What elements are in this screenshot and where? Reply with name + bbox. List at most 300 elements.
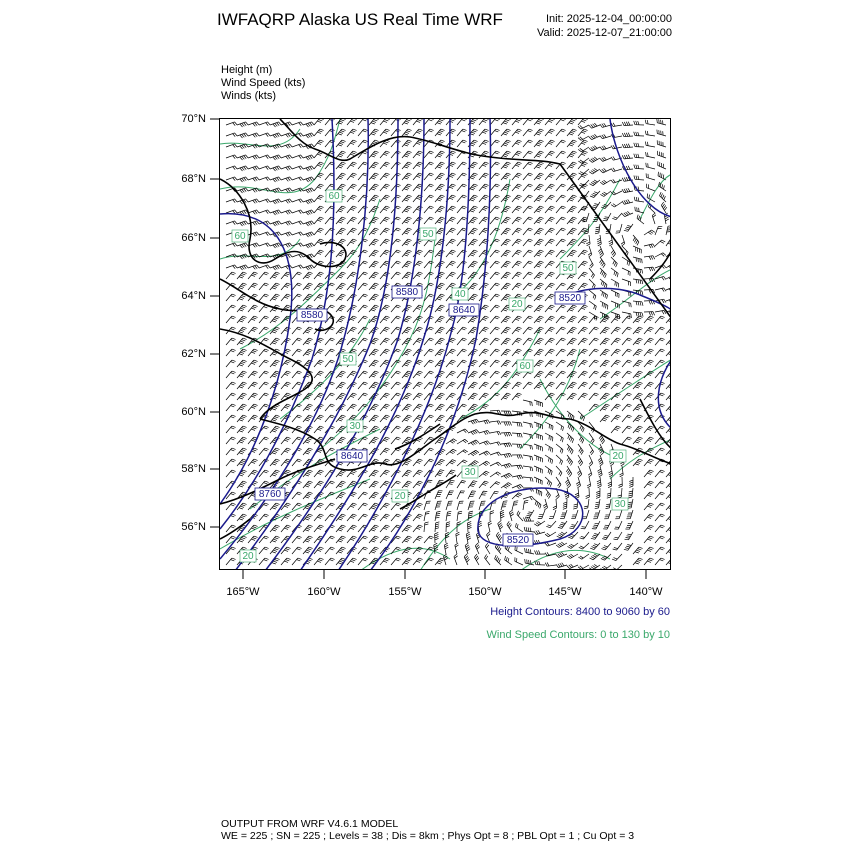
wind-barb	[248, 210, 259, 214]
wind-barb	[596, 488, 600, 498]
wind-barb	[259, 272, 269, 279]
wind-barb	[303, 327, 313, 334]
wind-barb	[490, 371, 500, 378]
wind-barb	[644, 267, 655, 271]
wind-barb	[435, 393, 445, 400]
wind-barb	[226, 448, 236, 455]
wind-barb	[611, 327, 621, 334]
wind-barb	[534, 184, 544, 191]
wind-barb	[578, 382, 588, 389]
wind-barb	[270, 294, 280, 301]
wind-barb	[633, 371, 643, 378]
wind-barb	[600, 268, 606, 278]
wind-barb	[468, 501, 475, 510]
wind-barb	[495, 555, 501, 565]
wind-barb	[590, 191, 600, 198]
wind-barb	[546, 521, 556, 528]
wind-barb	[435, 206, 445, 213]
wind-barb	[523, 239, 533, 246]
wind-barb	[347, 393, 357, 400]
wind-barb	[512, 140, 522, 147]
wind-barb	[325, 448, 335, 455]
wind-barb	[479, 294, 489, 301]
wind-barb	[622, 279, 631, 286]
wind-barb	[556, 466, 562, 476]
wind-barb	[391, 217, 401, 224]
wind-barb	[612, 554, 622, 561]
wind-barb	[281, 188, 292, 192]
wind-barb	[281, 404, 291, 411]
wind-contour-label: 30	[464, 467, 476, 478]
wind-barb	[380, 239, 390, 246]
wind-barb	[358, 162, 368, 169]
wind-barb	[587, 477, 591, 488]
wind-barb	[347, 129, 357, 136]
wind-contour-label: 60	[234, 231, 246, 242]
wind-barb	[512, 250, 522, 257]
wind-barb	[622, 338, 632, 345]
wind-barb	[402, 547, 412, 554]
wind-barb	[237, 316, 247, 323]
wind-barb	[501, 443, 512, 447]
wind-speed-contour-line	[450, 179, 510, 299]
wind-barb	[600, 371, 610, 378]
wind-barb	[515, 557, 523, 565]
wind-barb	[281, 166, 292, 170]
wind-barb	[616, 224, 622, 233]
wind-barb	[534, 400, 543, 407]
wind-barb	[646, 173, 655, 180]
wind-barb	[435, 338, 445, 345]
wind-barb	[468, 511, 473, 521]
wind-barb	[615, 510, 622, 519]
wind-barb	[347, 206, 357, 213]
wind-barb	[534, 151, 544, 158]
wind-barb	[523, 400, 532, 406]
wind-barb	[512, 217, 522, 224]
wind-barb	[314, 470, 324, 477]
wind-barb	[424, 151, 434, 158]
wind-barb	[259, 166, 270, 170]
wind-barb	[402, 415, 412, 422]
wind-barb	[468, 195, 478, 202]
wind-barb	[248, 155, 259, 159]
wind-barb	[281, 283, 291, 290]
wind-barb	[270, 338, 280, 345]
wind-barb	[655, 492, 665, 499]
wind-barb	[336, 547, 346, 554]
wind-barb	[534, 206, 544, 213]
wind-barb	[666, 371, 671, 378]
wind-contour-label: 40	[454, 289, 466, 300]
wind-barb	[586, 488, 590, 499]
wind-barb	[248, 316, 258, 323]
wind-barb	[479, 195, 489, 202]
wind-barb	[597, 235, 601, 246]
wind-barb	[237, 166, 248, 171]
wind-barb	[622, 437, 632, 444]
wind-barb	[303, 448, 313, 455]
wind-barb	[523, 327, 533, 334]
wind-barb	[633, 279, 643, 284]
wind-barb	[633, 426, 643, 433]
wind-contour-label: 30	[614, 499, 626, 510]
wind-barb	[523, 500, 528, 510]
wind-barb	[281, 371, 291, 378]
wind-barb	[567, 195, 577, 202]
wind-barb	[534, 119, 544, 125]
wind-barb	[369, 349, 379, 356]
wind-barb	[501, 316, 511, 323]
wind-barb	[567, 338, 577, 345]
wind-barb	[237, 243, 248, 248]
wind-barb	[490, 217, 500, 224]
wind-barb	[589, 382, 599, 389]
wind-barb	[666, 226, 671, 235]
wind-barb	[314, 426, 324, 433]
wind-barb	[578, 411, 585, 421]
wind-barb	[644, 503, 654, 510]
wind-barb	[466, 532, 471, 543]
wind-barb	[560, 510, 567, 519]
wind-barb	[607, 488, 611, 498]
wind-barb	[523, 173, 533, 180]
wind-barb	[314, 184, 324, 191]
wind-barb	[446, 522, 450, 532]
wind-barb	[226, 155, 237, 159]
model-info: OUTPUT FROM WRF V4.6.1 MODEL	[221, 818, 399, 830]
wind-barb	[259, 360, 269, 367]
wind-barb	[534, 466, 542, 473]
wind-barb	[567, 327, 577, 334]
wind-barb	[622, 360, 632, 367]
wind-barb	[446, 272, 456, 279]
wind-barb	[446, 404, 456, 411]
wind-barb	[402, 481, 412, 488]
wind-barb	[523, 261, 533, 268]
wind-barb	[424, 501, 431, 510]
wind-barb	[347, 503, 357, 510]
wind-barb	[424, 448, 434, 455]
wind-barb	[435, 173, 445, 180]
wind-barb	[391, 151, 401, 158]
wind-barb	[545, 305, 555, 312]
wind-barb	[270, 265, 281, 270]
wind-barb	[534, 499, 541, 509]
wind-barb	[369, 415, 379, 422]
wind-barb	[567, 349, 577, 356]
wind-barb	[325, 283, 335, 290]
coastline-segment	[220, 519, 250, 539]
wind-barb	[347, 228, 357, 235]
wind-barb	[567, 433, 574, 443]
wind-barb	[578, 393, 588, 400]
wind-barb	[512, 162, 522, 169]
wind-barb	[666, 525, 671, 532]
wind-barb	[226, 166, 237, 170]
wind-barb	[248, 133, 259, 137]
wind-barb	[611, 415, 621, 422]
wind-barb	[237, 338, 247, 345]
wind-barb	[281, 514, 291, 521]
wind-barb	[474, 554, 479, 565]
wind-barb	[226, 316, 236, 323]
wind-barb	[534, 195, 544, 202]
height-contour-label: 8520	[558, 293, 582, 304]
wind-barb	[248, 232, 259, 236]
wind-barb	[314, 360, 324, 367]
wind-barb	[479, 173, 489, 180]
wind-barb	[336, 371, 346, 378]
wind-barb	[578, 371, 588, 378]
wind-barb	[600, 393, 610, 400]
wind-barb	[655, 525, 665, 532]
wind-barb	[571, 510, 578, 519]
wind-barb	[468, 272, 478, 279]
wind-barb	[523, 382, 533, 389]
wind-barb	[666, 298, 671, 303]
wind-barb	[579, 169, 589, 175]
wind-barb	[248, 166, 259, 170]
wind-barb	[402, 250, 412, 257]
wind-barb	[666, 558, 671, 565]
wind-barb	[468, 371, 478, 378]
wind-barb	[446, 250, 456, 257]
wind-barb	[303, 166, 314, 171]
wind-barb	[512, 316, 522, 323]
wind-barb	[468, 491, 476, 499]
wind-barb	[358, 382, 368, 389]
wind-barb	[237, 188, 248, 193]
wind-barb	[485, 554, 491, 565]
wind-barb	[556, 195, 566, 202]
wind-barb	[248, 265, 259, 269]
variable-wind-speed: Wind Speed (kts)	[221, 77, 306, 89]
wind-barb	[325, 250, 335, 257]
wind-barb	[644, 371, 654, 378]
wind-barb	[259, 404, 269, 411]
wind-barb	[609, 466, 613, 477]
wind-barb	[512, 382, 522, 389]
wind-barb	[589, 146, 600, 151]
wind-barb	[358, 492, 368, 499]
wind-barb	[402, 162, 412, 169]
wind-barb	[592, 521, 600, 529]
wind-barb	[666, 287, 671, 292]
wind-barb	[402, 272, 412, 279]
wind-barb	[534, 477, 542, 485]
wind-barb	[657, 130, 666, 136]
wind-barb	[369, 239, 379, 246]
wind-barb	[512, 338, 522, 345]
wind-barb	[468, 294, 478, 301]
lon-tick-140: 140°W	[629, 586, 663, 598]
wind-barb	[517, 511, 523, 521]
wind-barb	[545, 316, 555, 323]
wind-barb	[488, 521, 492, 532]
wind-barb	[226, 265, 237, 269]
wind-barb	[633, 415, 643, 422]
wind-barb	[270, 166, 281, 171]
wind-barb	[413, 272, 423, 279]
wind-barb	[336, 327, 346, 334]
wind-barb	[666, 275, 671, 281]
wind-barb	[479, 441, 490, 445]
wind-barb	[523, 195, 533, 202]
wind-barb	[601, 543, 611, 550]
wind-barb	[468, 481, 477, 488]
wind-barb	[512, 455, 523, 459]
wind-barb	[391, 140, 401, 147]
wind-barb	[226, 272, 236, 279]
wind-barb	[292, 272, 302, 279]
wind-barb	[600, 301, 608, 309]
wind-barb	[579, 543, 589, 549]
wind-barb	[611, 338, 621, 345]
wind-barb	[568, 543, 579, 549]
wind-barb	[556, 360, 566, 367]
wind-barb	[358, 514, 368, 521]
wind-barb	[446, 140, 456, 147]
wind-barb	[479, 451, 490, 456]
wind-barb	[490, 472, 501, 477]
wind-barb	[259, 254, 270, 258]
wind-barb	[512, 444, 522, 448]
wind-barb	[424, 536, 434, 543]
wind-barb	[666, 338, 671, 345]
wind-barb	[633, 301, 643, 306]
wind-barb	[248, 221, 259, 225]
wind-barb	[523, 151, 533, 158]
wind-barb	[259, 558, 269, 565]
wind-barb	[633, 459, 643, 466]
wind-barb	[490, 431, 501, 435]
wind-barb	[237, 305, 247, 312]
wind-barb	[303, 122, 314, 127]
wind-barb	[622, 155, 633, 159]
wind-barb	[644, 256, 655, 260]
wind-barb	[446, 460, 456, 466]
wind-barb	[325, 119, 335, 125]
wind-barb	[556, 173, 566, 180]
wind-barb	[589, 393, 599, 400]
wind-barb	[292, 166, 303, 170]
wind-barb	[633, 327, 643, 334]
wind-barb	[424, 459, 434, 466]
wind-barb	[655, 558, 665, 565]
wind-barb	[505, 556, 512, 565]
wind-barb	[534, 283, 544, 290]
wind-barb	[402, 470, 412, 477]
wind-barb	[635, 207, 644, 213]
wind-barb	[435, 195, 445, 202]
wind-barb	[655, 253, 666, 257]
wind-barb	[402, 261, 412, 268]
wind-barb	[468, 440, 479, 445]
wind-barb	[281, 232, 292, 236]
wind-barb	[611, 349, 621, 356]
wind-barb	[270, 133, 281, 138]
wind-barb	[545, 283, 555, 290]
wind-barb	[270, 122, 281, 127]
wind-barb	[303, 188, 314, 193]
wind-barb	[369, 382, 379, 389]
wind-barb	[314, 140, 324, 147]
wind-barb	[380, 162, 390, 169]
wind-barb	[413, 470, 423, 477]
wind-barb	[369, 437, 379, 444]
wind-barb	[325, 437, 335, 444]
wind-barb	[501, 217, 511, 224]
wind-barb	[292, 210, 303, 214]
wind-barb	[454, 554, 458, 565]
wind-barb	[644, 349, 654, 356]
wind-barb	[303, 210, 314, 215]
wind-barb	[666, 263, 671, 269]
wind-barb	[457, 450, 468, 455]
wind-barb	[589, 360, 599, 367]
wind-barb	[490, 272, 500, 279]
wind-barb	[545, 239, 555, 246]
wind-barb	[369, 162, 379, 169]
wind-barb	[606, 499, 612, 509]
wind-barb	[314, 217, 324, 224]
wind-barb	[413, 119, 423, 125]
wind-barb	[259, 393, 269, 400]
lon-tick-155: 155°W	[388, 586, 422, 598]
wind-barb	[237, 371, 247, 378]
wind-contour-label: 20	[242, 551, 254, 562]
wind-barb	[655, 288, 666, 292]
wind-barb	[270, 272, 280, 279]
wind-barb	[622, 268, 630, 276]
wind-barb	[226, 294, 236, 301]
wind-barb	[457, 511, 462, 521]
wind-barb	[523, 140, 533, 147]
wind-barb	[314, 250, 324, 257]
wind-barb	[501, 162, 511, 169]
wind-barb	[402, 338, 412, 345]
lon-tick-145: 145°W	[548, 586, 582, 598]
wind-barb	[336, 437, 346, 444]
wind-barb	[600, 382, 610, 389]
wind-barb	[556, 206, 566, 213]
wind-barb	[402, 173, 412, 180]
wind-barb	[413, 382, 423, 389]
wind-barb	[303, 492, 313, 499]
wind-barb	[369, 371, 379, 378]
wind-barb	[490, 462, 501, 466]
wind-barb	[248, 360, 258, 367]
wind-barb	[578, 283, 588, 290]
wind-barb	[226, 558, 236, 565]
wind-barb	[270, 470, 280, 477]
wind-barb	[402, 349, 412, 356]
wind-barb	[259, 514, 269, 521]
wind-barb	[666, 316, 671, 323]
wind-barb	[435, 119, 445, 125]
wind-barb	[358, 437, 368, 444]
wind-barb	[456, 532, 460, 543]
wind-barb	[567, 455, 573, 466]
wind-barb	[292, 122, 303, 126]
wind-barb	[490, 327, 500, 334]
wind-barb	[512, 129, 522, 136]
wind-barb	[270, 243, 281, 248]
wind-barb	[578, 565, 589, 569]
wind-barb	[556, 433, 563, 442]
wind-barb	[248, 371, 258, 378]
